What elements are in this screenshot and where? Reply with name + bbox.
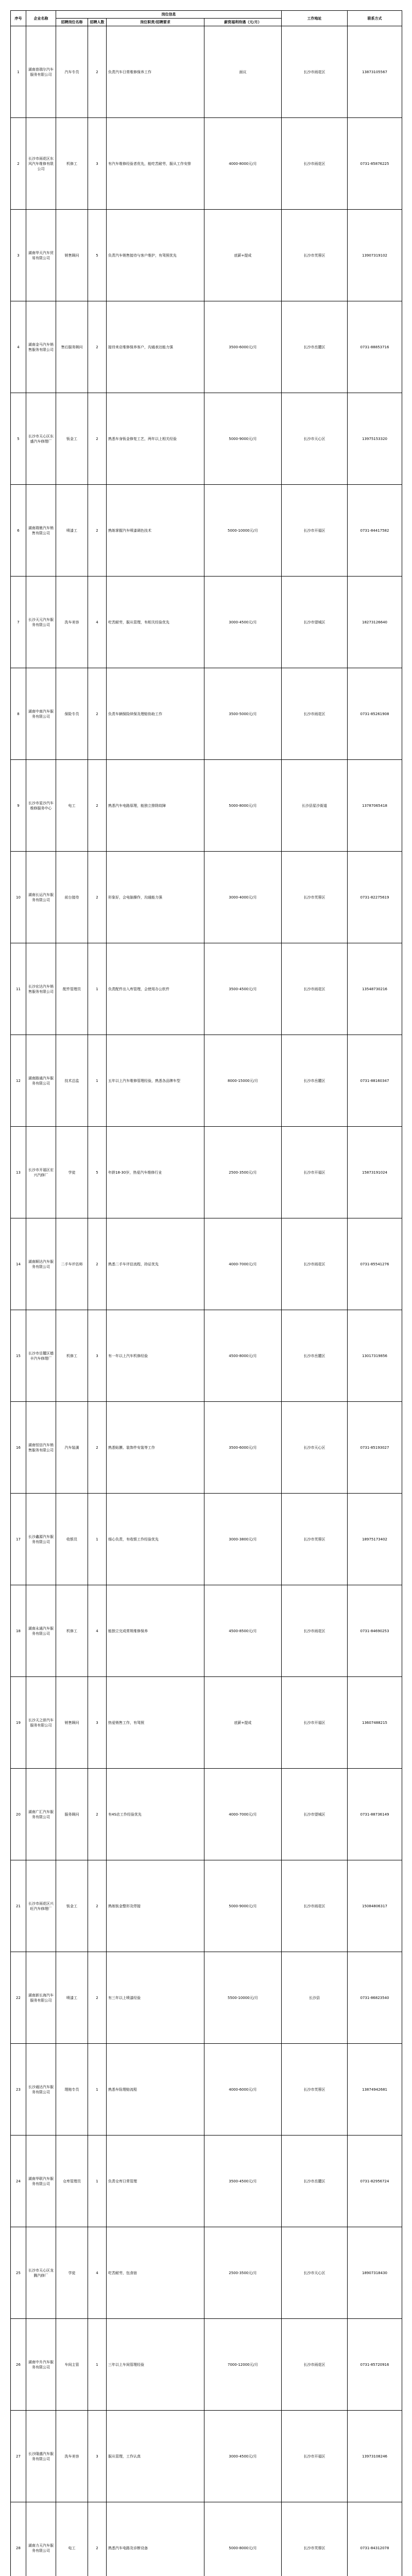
table-row [11,760,402,852]
row-contact: 13973108246 [348,2411,402,2502]
row-post: 电工 [56,760,88,852]
table-row [11,1127,402,1218]
row-seq: 11 [11,943,26,1035]
table-row [11,1494,402,1585]
row-location: 长沙市芙蓉区 [282,2502,348,2576]
row-seq: 4 [11,301,26,393]
row-contact: 0731-82956724 [348,2136,402,2227]
table-row [11,1218,402,1310]
row-salary: 底薪+提成 [204,1677,282,1769]
row-company: 湖南金马汽车销售服务有限公司 [26,301,56,393]
row-company: 长沙天之骄汽车服务有限公司 [26,1677,56,1769]
row-count: 1 [88,943,107,1035]
table-row [11,118,402,210]
table-row [11,1952,402,2044]
row-count: 2 [88,1402,107,1494]
row-contact: 13607488215 [348,1677,402,1769]
row-location: 长沙市岳麓区 [282,2136,348,2227]
table-row [11,1860,402,1952]
row-seq: 13 [11,1127,26,1218]
row-location: 长沙市雨花区 [282,1860,348,1952]
row-company: 湖南顺达汽车服务有限公司 [26,1218,56,1310]
row-contact: 0731-85261908 [348,668,402,760]
header-post: 招聘岗位名称 [56,19,88,26]
row-requirements: 吃苦耐劳，包食宿 [107,2227,204,2319]
row-contact: 13017319856 [348,1310,402,1402]
table-row [11,577,402,668]
row-company: 长沙宏达汽车销售服务有限公司 [26,943,56,1035]
table-row [11,1310,402,1402]
row-salary: 面议 [204,26,282,118]
row-requirements: 负责仓库日常管理 [107,2136,204,2227]
row-contact: 15084806317 [348,1860,402,1952]
row-contact: 18273126640 [348,577,402,668]
row-salary: 3000-4000元/月 [204,852,282,943]
row-company: 湖南恒信汽车销售服务有限公司 [26,1402,56,1494]
row-salary: 3500-6000元/月 [204,1402,282,1494]
recruitment-sheet [10,10,402,2576]
row-requirements: 熟练钣金整形及焊接 [107,1860,204,1952]
row-seq: 3 [11,210,26,301]
row-salary: 3500-4500元/月 [204,2136,282,2227]
header-post-info: 岗位信息 [56,11,282,19]
table-row [11,1677,402,1769]
row-location: 长沙市雨花区 [282,1585,348,1677]
table-header [11,11,402,26]
row-contact: 0731-84690253 [348,1585,402,1677]
row-location: 长沙市开福区 [282,1677,348,1769]
row-salary: 4000-7000元/月 [204,1218,282,1310]
row-seq: 21 [11,1860,26,1952]
row-post: 技术总监 [56,1035,88,1127]
row-post: 仓库管理员 [56,2136,88,2227]
row-company: 长沙市开福区宏兴汽修厂 [26,1127,56,1218]
row-company: 湖南永通汽车服务有限公司 [26,1585,56,1677]
row-requirements: 形象好，会电脑操作，沟通能力强 [107,852,204,943]
row-seq: 15 [11,1310,26,1402]
row-count: 1 [88,2136,107,2227]
row-count: 2 [88,485,107,577]
row-requirements: 熟悉汽车电路及诊断设备 [107,2502,204,2576]
header-count: 招聘人数 [88,19,107,26]
row-post: 二手车评估师 [56,1218,88,1310]
row-count: 1 [88,1035,107,1127]
row-salary: 5000-9000元/月 [204,1860,282,1952]
row-requirements: 细心负责，有收银工作经验优先 [107,1494,204,1585]
row-company: 长沙市天心区东盛汽车修理厂 [26,393,56,485]
row-salary: 5500-10000元/月 [204,1952,282,2044]
row-company: 湖南普瑞尔汽车服务有限公司 [26,26,56,118]
row-post: 汽车装潢 [56,1402,88,1494]
row-seq: 2 [11,118,26,210]
table-row [11,1402,402,1494]
row-company: 湖南瑞驰汽车销售有限公司 [26,485,56,577]
row-count: 2 [88,301,107,393]
row-seq: 20 [11,1769,26,1860]
row-company: 长沙市天心区龙腾汽修厂 [26,2227,56,2319]
row-count: 4 [88,577,107,668]
table-row [11,393,402,485]
row-location: 长沙市岳麓区 [282,1035,348,1127]
row-company: 湖南新长海汽车服务有限公司 [26,1952,56,2044]
row-seq: 7 [11,577,26,668]
header-location: 工作地址 [282,11,348,26]
row-seq: 1 [11,26,26,118]
row-seq: 26 [11,2319,26,2411]
row-contact: 13548730216 [348,943,402,1035]
row-company: 长沙天元汽车服务有限公司 [26,577,56,668]
row-post: 学徒 [56,2227,88,2319]
table-row [11,2227,402,2319]
row-contact: 18907318430 [348,2227,402,2319]
row-count: 4 [88,1585,107,1677]
row-salary: 4000-8000元/月 [204,118,282,210]
row-salary: 5000-10000元/月 [204,485,282,577]
row-company: 湖南华联汽车服务有限公司 [26,2136,56,2227]
row-location: 长沙市天心区 [282,1402,348,1494]
row-location: 长沙市雨花区 [282,943,348,1035]
row-requirements: 熟悉汽车电路原理，能独立排除故障 [107,760,204,852]
row-seq: 6 [11,485,26,577]
row-post: 喷漆工 [56,485,88,577]
row-contact: 0731-84312078 [348,2502,402,2576]
row-location: 长沙市芙蓉区 [282,852,348,943]
row-location: 长沙市岳麓区 [282,301,348,393]
row-requirements: 有一年以上汽车机修经验 [107,1310,204,1402]
row-post: 电工 [56,2502,88,2576]
row-post: 保险专员 [56,668,88,760]
row-count: 2 [88,2502,107,2576]
row-post: 服务顾问 [56,1769,88,1860]
row-location: 长沙市芙蓉区 [282,210,348,301]
row-contact: 13787065418 [348,760,402,852]
row-post: 洗车美容 [56,2411,88,2502]
row-count: 3 [88,118,107,210]
row-post: 汽车专员 [56,26,88,118]
row-seq: 8 [11,668,26,760]
row-company: 长沙市星沙汽车维修服务中心 [26,760,56,852]
row-post: 钣金工 [56,393,88,485]
table-row [11,301,402,393]
row-requirements: 三年以上车间管理经验 [107,2319,204,2411]
row-count: 2 [88,1952,107,2044]
row-requirements: 熟悉贴膜、装饰件安装等工作 [107,1402,204,1494]
row-salary: 4000-6000元/月 [204,2044,282,2136]
row-seq: 5 [11,393,26,485]
row-location: 长沙县星沙街道 [282,760,348,852]
row-count: 3 [88,1677,107,1769]
row-seq: 12 [11,1035,26,1127]
row-contact: 13975153320 [348,393,402,485]
row-count: 2 [88,852,107,943]
row-requirements: 五年以上汽车维修管理经验，熟悉各品牌车型 [107,1035,204,1127]
table-row [11,2411,402,2502]
row-requirements: 吃苦耐劳，服从管理，有相关经验优先 [107,577,204,668]
row-salary: 3000-4500元/月 [204,577,282,668]
recruitment-table [10,10,402,2576]
row-contact: 15873191024 [348,1127,402,1218]
row-salary: 7000-12000元/月 [204,2319,282,2411]
row-company: 长沙市岳麓区德丰汽车修理厂 [26,1310,56,1402]
row-seq: 22 [11,1952,26,2044]
row-count: 5 [88,210,107,301]
row-requirements: 负责汽车日常维修保养工作 [107,26,204,118]
table-body [11,26,402,2576]
header-seq: 序号 [11,11,26,26]
row-requirements: 热爱销售工作，有驾照 [107,1677,204,1769]
row-location: 长沙县 [282,1952,348,2044]
table-row [11,1585,402,1677]
table-row [11,943,402,1035]
row-requirements: 接待来店维修保养客户，沟通表达能力强 [107,301,204,393]
table-row [11,2044,402,2136]
row-seq: 25 [11,2227,26,2319]
row-post: 机修工 [56,118,88,210]
row-post: 配件管理员 [56,943,88,1035]
row-company: 湖南力天汽车服务有限公司 [26,2502,56,2576]
table-row [11,485,402,577]
row-seq: 23 [11,2044,26,2136]
row-contact: 0731-88160347 [348,1035,402,1127]
row-count: 3 [88,1310,107,1402]
row-count: 2 [88,393,107,485]
row-location: 长沙市天心区 [282,2227,348,2319]
row-company: 长沙通达汽车服务有限公司 [26,2044,56,2136]
row-location: 长沙市开福区 [282,485,348,577]
row-location: 长沙市天心区 [282,393,348,485]
row-count: 5 [88,1127,107,1218]
row-seq: 9 [11,760,26,852]
row-salary: 4500-8500元/月 [204,1585,282,1677]
table-row [11,2319,402,2411]
row-post: 学徒 [56,1127,88,1218]
row-seq: 24 [11,2136,26,2227]
row-seq: 10 [11,852,26,943]
row-location: 长沙市雨花区 [282,118,348,210]
row-post: 机修工 [56,1310,88,1402]
row-company: 湖南中南汽车服务有限公司 [26,668,56,760]
row-requirements: 负责车辆保险续保及理赔协助工作 [107,668,204,760]
row-salary: 3500-4500元/月 [204,943,282,1035]
row-location: 长沙市开福区 [282,1127,348,1218]
row-salary: 4000-7000元/月 [204,1769,282,1860]
row-company: 长沙市雨花区兴旺汽车修理厂 [26,1860,56,1952]
table-row [11,852,402,943]
header-salary: 薪资福利待遇（元/月） [204,19,282,26]
row-post: 车间主管 [56,2319,88,2411]
row-location: 长沙市雨花区 [282,2319,348,2411]
row-contact: 13873105567 [348,26,402,118]
row-company: 湖南华天汽车贸易有限公司 [26,210,56,301]
row-post: 理赔专员 [56,2044,88,2136]
row-count: 2 [88,1769,107,1860]
row-seq: 19 [11,1677,26,1769]
row-count: 3 [88,2411,107,2502]
row-requirements: 熟悉车险理赔流程 [107,2044,204,2136]
row-company: 湖南中升汽车服务有限公司 [26,2319,56,2411]
header-contact: 联系方式 [348,11,402,26]
header-company: 企业名称 [26,11,56,26]
row-contact: 0731-86823540 [348,1952,402,2044]
row-requirements: 负责配件出入库管理，会使用办公软件 [107,943,204,1035]
row-location: 长沙市岳麓区 [282,1310,348,1402]
header-requirements: 岗位职责/招聘要求 [107,19,204,26]
row-seq: 18 [11,1585,26,1677]
row-requirements: 有三年以上喷漆经验 [107,1952,204,2044]
row-count: 4 [88,2227,107,2319]
row-location: 长沙市雨花区 [282,668,348,760]
row-contact: 13907319102 [348,210,402,301]
row-count: 2 [88,668,107,760]
row-seq: 27 [11,2411,26,2502]
row-requirements: 有4S店工作经验优先 [107,1769,204,1860]
row-salary: 3000-4500元/月 [204,2411,282,2502]
row-requirements: 熟悉二手车评估流程，持证优先 [107,1218,204,1310]
row-salary: 底薪+提成 [204,210,282,301]
row-salary: 8000-15000元/月 [204,1035,282,1127]
row-post: 机修工 [56,1585,88,1677]
row-location: 长沙市雨花区 [282,1218,348,1310]
row-requirements: 服从管理，工作认真 [107,2411,204,2502]
table-row [11,1769,402,1860]
row-salary: 2500-3500元/月 [204,1127,282,1218]
row-requirements: 能独立完成常规维修保养 [107,1585,204,1677]
row-contact: 0731-85193027 [348,1402,402,1494]
row-salary: 2500-3500元/月 [204,2227,282,2319]
row-post: 前台接待 [56,852,88,943]
row-company: 湖南长运汽车服务有限公司 [26,852,56,943]
row-company: 长沙隆盛汽车服务有限公司 [26,2411,56,2502]
row-salary: 3000-3800元/月 [204,1494,282,1585]
row-seq: 14 [11,1218,26,1310]
row-seq: 28 [11,2502,26,2576]
row-salary: 5000-8000元/月 [204,2502,282,2576]
row-location: 长沙市开福区 [282,2411,348,2502]
row-requirements: 熟练掌握汽车喷漆调色技术 [107,485,204,577]
row-count: 2 [88,1860,107,1952]
row-contact: 0731-85876225 [348,118,402,210]
row-salary: 5000-8000元/月 [204,760,282,852]
row-salary: 3500-5000元/月 [204,668,282,760]
row-location: 长沙市芙蓉区 [282,1494,348,1585]
row-contact: 0731-88853716 [348,301,402,393]
row-contact: 0731-85720916 [348,2319,402,2411]
row-location: 长沙市望城区 [282,1769,348,1860]
row-location: 长沙市雨花区 [282,26,348,118]
row-count: 2 [88,1218,107,1310]
table-row [11,2502,402,2576]
row-seq: 17 [11,1494,26,1585]
row-post: 洗车美容 [56,577,88,668]
row-company: 湖南广汇汽车服务有限公司 [26,1769,56,1860]
row-salary: 3500-6000元/月 [204,301,282,393]
row-count: 1 [88,2319,107,2411]
row-post: 销售顾问 [56,210,88,301]
table-row [11,26,402,118]
row-post: 销售顾问 [56,1677,88,1769]
row-location: 长沙市芙蓉区 [282,2044,348,2136]
row-post: 钣金工 [56,1860,88,1952]
table-row [11,210,402,301]
row-company: 长沙鑫源汽车服务有限公司 [26,1494,56,1585]
row-contact: 0731-84417582 [348,485,402,577]
row-location: 长沙市望城区 [282,577,348,668]
row-contact: 0731-85541276 [348,1218,402,1310]
row-requirements: 负责汽车销售接待与客户维护，有驾照优先 [107,210,204,301]
row-salary: 5000-9000元/月 [204,393,282,485]
row-contact: 13874942681 [348,2044,402,2136]
row-count: 2 [88,26,107,118]
row-count: 2 [88,760,107,852]
row-count: 1 [88,1494,107,1585]
table-row [11,1035,402,1127]
row-contact: 18975173402 [348,1494,402,1585]
row-salary: 4500-8000元/月 [204,1310,282,1402]
row-seq: 16 [11,1402,26,1494]
row-post: 收银员 [56,1494,88,1585]
row-contact: 0731-88736149 [348,1769,402,1860]
row-requirements: 有汽车维修经验者优先，能吃苦耐劳，服从工作安排 [107,118,204,210]
row-company: 长沙市雨花区东风汽车维修有限公司 [26,118,56,210]
row-count: 1 [88,2044,107,2136]
table-row [11,2136,402,2227]
row-requirements: 年龄18-30岁，热爱汽车维修行业 [107,1127,204,1218]
row-post: 售后服务顾问 [56,301,88,393]
table-row [11,668,402,760]
row-requirements: 熟悉车身钣金修复工艺，两年以上相关经验 [107,393,204,485]
row-post: 喷漆工 [56,1952,88,2044]
row-contact: 0731-82275619 [348,852,402,943]
row-company: 湖南路通汽车服务有限公司 [26,1035,56,1127]
